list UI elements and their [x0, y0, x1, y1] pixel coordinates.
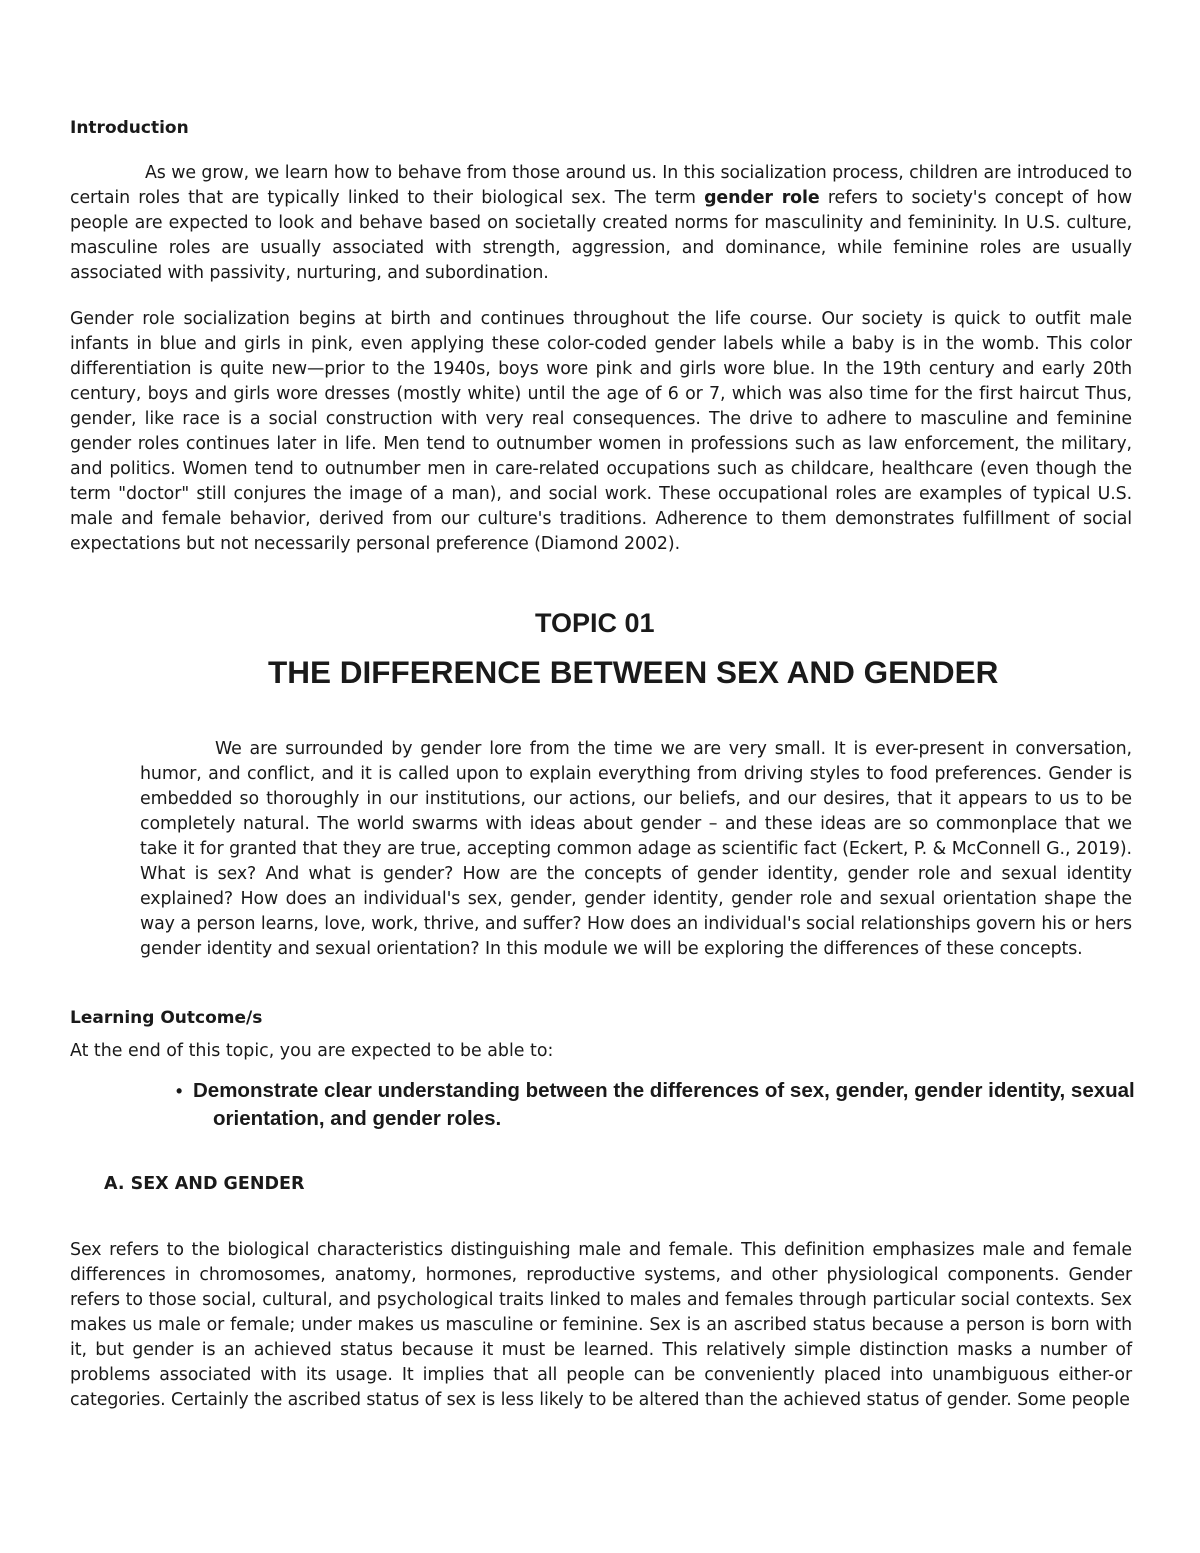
learning-outcomes-intro: At the end of this topic, you are expected to be able to: — [70, 1041, 554, 1061]
section-a-paragraph: Sex refers to the biological characteristics distinguishing male and female. This definition emphasizes male and female differences in chromosomes, anatomy, hormones, reproductive systems, and other physiological components. Gender refers to those social, cultural, and psychological traits linked to males and females through particular social contexts. Sex makes us male or female; under makes us masculine or feminine. Sex is an ascribed status because a person is born with it, but gender is an achieved status because it must be learned. This relatively simple distinction masks a number of problems associated with its usage. It implies that all people can be conveniently placed into unambiguous either-or categories. Certainly the ascribed status of sex is less likely to be altered than the achieved status of gender. Some people — [70, 1240, 1132, 1410]
introduction-paragraph-2: Gender role socialization begins at birth and continues throughout the life course. Our society is quick to outfit male infants in blue and girls in pink, even applying these color-coded gender labels while a baby is in the womb. This color differentiation is quite new—prior to the 1940s, boys wore pink and girls wore blue. In the 19th century and early 20th century, boys and girls wore dresses (mostly white) until the age of 6 or 7, which was also time for the first haircut Thus, gender, like race is a social construction with very real consequences. The drive to adhere to masculine and feminine gender roles continues later in life. Men tend to outnumber women in professions such as law enforcement, the military, and politics. Women tend to outnumber men in care-related occupations such as childcare, healthcare (even though the term "doctor" still conjures the image of a man), and social work. These occupational roles are examples of typical U.S. male and female behavior, derived from our culture's traditions. Adherence to them demonstrates fulfillment of social expectations but not necessarily personal preference (Diamond 2002). — [70, 309, 1132, 554]
introduction-heading: Introduction — [70, 118, 189, 138]
topic-paragraph-text: We are surrounded by gender lore from the time we are very small. It is ever-present in conversation, humor, and conflict, and it is called upon to explain everything from driving styles to food preferences. Gender is embedded so thoroughly in our institutions, our actions, our beliefs, and our desires, that it appears to us to be completely natural. The world swarms with ideas about gender – and these ideas are so commonplace that we take it for granted that they are true, accepting common adage as scientific fact (Eckert, P. & McConnell G., 2019). What is sex? And what is gender? How are the concepts of gender identity, gender role and sexual identity explained? How does an individual's sex, gender, gender identity, gender role and sexual orientation shape the way a person learns, love, work, thrive, and suffer? How does an individual's social relationships govern his or hers gender identity and sexual orientation? In this module we will be exploring the differences of these concepts. — [140, 739, 1132, 959]
introduction-p1-text-a: As we grow, we learn how to behave from those around us. In this socialization process, children are introduced to certain roles that are typically linked to their biological sex. The term — [70, 163, 1132, 208]
learning-outcome-line-2: orientation, and gender roles. — [213, 1107, 502, 1130]
topic-number: TOPIC 01 — [535, 608, 655, 638]
section-a-heading: A. SEX AND GENDER — [104, 1174, 305, 1194]
gender-role-term: gender role — [704, 188, 820, 208]
learning-outcomes-heading: Learning Outcome/s — [70, 1008, 263, 1028]
learning-outcome-item — [176, 1077, 1136, 1133]
topic-paragraph — [140, 737, 1132, 962]
introduction-paragraph-1 — [70, 161, 1132, 286]
learning-outcome-line-1: Demonstrate clear understanding between the differences of sex, gender, gender identity, sexual — [193, 1079, 1135, 1102]
bullet-icon: • — [176, 1081, 183, 1101]
introduction-p1-text-b: refers to society's concept of how people are expected to look and behave based on societally created norms for masculinity and femininity. In U.S. culture, masculine roles are usually associated with strength, aggression, and dominance, while feminine roles are usually associated with passivity, nurturing, and subordination. — [70, 188, 1133, 283]
topic-title: THE DIFFERENCE BETWEEN SEX AND GENDER — [268, 654, 999, 690]
